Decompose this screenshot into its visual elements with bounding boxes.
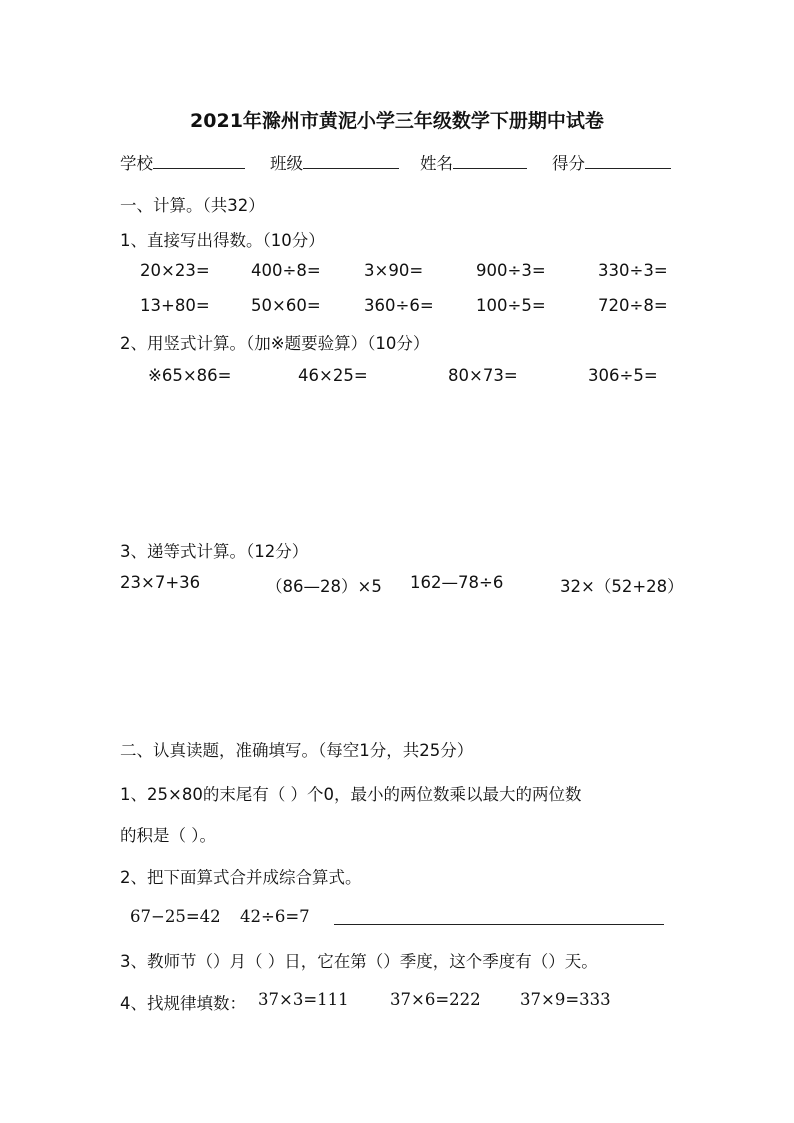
name-blank[interactable] bbox=[453, 152, 527, 169]
q2-item: ※65×86= bbox=[148, 366, 232, 385]
q1-item: 3×90= bbox=[364, 261, 424, 280]
class-blank[interactable] bbox=[303, 152, 399, 169]
name-field[interactable] bbox=[420, 150, 527, 174]
q3-item: 23×7+36 bbox=[120, 573, 201, 592]
s2-q2-expr: 67−25=42 bbox=[130, 907, 221, 926]
s2-q2-expr: 42÷6=7 bbox=[240, 907, 310, 926]
s2-q3: 3、教师节（）月（ ）日，它在第（）季度，这个季度有（）天。 bbox=[120, 952, 598, 971]
q2-item: 80×73= bbox=[448, 366, 518, 385]
q1-heading: 1、直接写出得数。（10分） bbox=[120, 231, 325, 250]
q1-item: 13+80= bbox=[140, 296, 210, 315]
q1-item: 330÷3= bbox=[598, 261, 668, 280]
s2-q4-label: 4、找规律填数： bbox=[120, 994, 246, 1013]
q1-item: 50×60= bbox=[251, 296, 321, 315]
section1-heading: 一、计算。（共32） bbox=[120, 196, 265, 215]
score-blank[interactable] bbox=[585, 152, 671, 169]
s2-q2-answer-line[interactable] bbox=[334, 910, 664, 929]
q3-item: 162—78÷6 bbox=[410, 573, 504, 592]
s2-q1-line1: 1、25×80的末尾有（ ）个0，最小的两位数乘以最大的两位数 bbox=[120, 785, 582, 804]
s2-q4-item: 37×9=333 bbox=[520, 990, 611, 1009]
s2-q4-item: 37×6=222 bbox=[390, 990, 481, 1009]
q3-item: （86—28）×5 bbox=[266, 577, 382, 596]
s2-q2: 2、把下面算式合并成综合算式。 bbox=[120, 868, 362, 887]
q3-heading: 3、递等式计算。（12分） bbox=[120, 542, 309, 561]
school-label: 学校 bbox=[120, 154, 153, 173]
q1-item: 100÷5= bbox=[476, 296, 546, 315]
q1-item: 900÷3= bbox=[476, 261, 546, 280]
class-field[interactable] bbox=[270, 150, 399, 174]
section2-heading: 二、认真读题，准确填写。（每空1分，共25分） bbox=[120, 741, 474, 760]
q3-item: 32×（52+28） bbox=[560, 577, 684, 596]
page-title: 2021年滁州市黄泥小学三年级数学下册期中试卷 bbox=[190, 110, 604, 132]
score-field[interactable] bbox=[552, 150, 671, 174]
q1-item: 400÷8= bbox=[251, 261, 321, 280]
q2-item: 306÷5= bbox=[588, 366, 658, 385]
q1-item: 20×23= bbox=[140, 261, 210, 280]
s2-q4-item: 37×3=111 bbox=[258, 990, 349, 1009]
q2-item: 46×25= bbox=[298, 366, 368, 385]
q1-item: 720÷8= bbox=[598, 296, 668, 315]
school-blank[interactable] bbox=[153, 152, 245, 169]
name-label: 姓名 bbox=[420, 154, 453, 173]
s2-q1-line2: 的积是（ ）。 bbox=[120, 826, 216, 845]
q1-item: 360÷6= bbox=[364, 296, 434, 315]
q2-heading: 2、用竖式计算。（加※题要验算）（10分） bbox=[120, 334, 430, 353]
score-label: 得分 bbox=[552, 154, 585, 173]
school-field[interactable] bbox=[120, 150, 245, 174]
class-label: 班级 bbox=[270, 154, 303, 173]
